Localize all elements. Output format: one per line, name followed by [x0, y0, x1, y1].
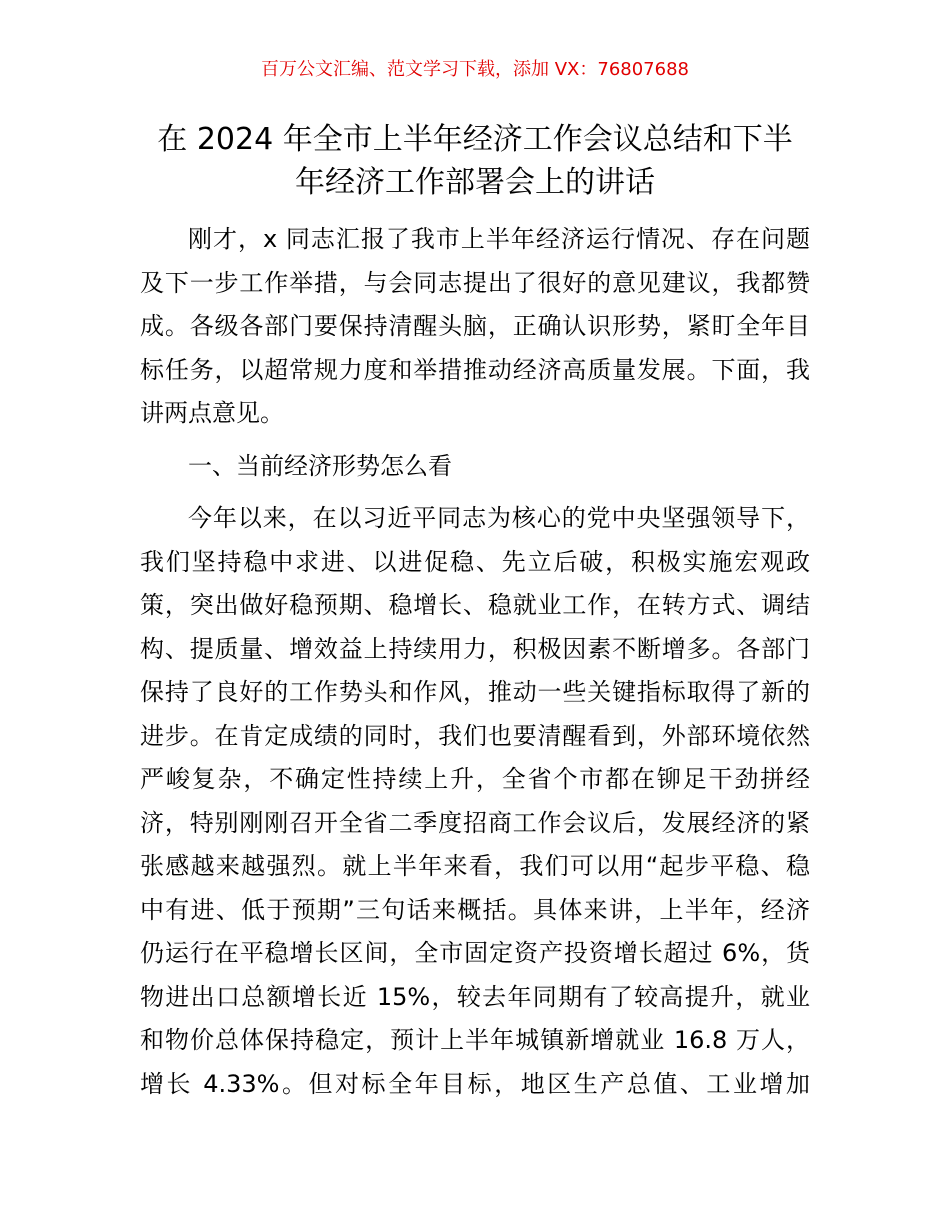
text-line: 济，特别刚刚召开全省二季度招商工作会议后，发展经济的紧: [140, 808, 810, 837]
text-line: 刚才，x 同志汇报了我市上半年经济运行情况、存在问题: [188, 225, 810, 253]
section-heading: 一、当前经济形势怎么看: [188, 451, 452, 480]
text-line: 策，突出做好稳预期、稳增长、稳就业工作，在转方式、调结: [140, 591, 810, 619]
header-note: 百万公文汇编、范文学习下载，添加 VX：76807688: [261, 59, 689, 80]
text-line: 严峻复杂，不确定性持续上升，全省个市都在铆足干劲拼经: [140, 765, 810, 793]
text-line: 成。各级各部门要保持清醒头脑，正确认识形势，紧盯全年目: [140, 312, 810, 340]
text-line: 及下一步工作举措，与会同志提出了很好的意见建议，我都赞: [140, 268, 810, 297]
title-line: 在 2024 年全市上半年经济工作会议总结和下半: [157, 122, 793, 157]
text-line: 进步。在肯定成绩的同时，我们也要清醒看到，外部环境依然: [140, 721, 810, 750]
text-line: 增长 4.33%。但对标全年目标，地区生产总值、工业增加: [140, 1069, 810, 1098]
text-line: 张感越来越强烈。就上半年来看，我们可以用“起步平稳、稳: [140, 852, 810, 880]
text-line: 中有进、低于预期”三句话来概括。具体来讲，上半年，经济: [140, 895, 810, 924]
text-line: 构、提质量、增效益上持续用力，积极因素不断增多。各部门: [140, 634, 810, 663]
text-line: 我们坚持稳中求进、以进促稳、先立后破，积极实施宏观政: [140, 547, 810, 576]
text-line: 物进出口总额增长近 15%，较去年同期有了较高提升，就业: [140, 982, 810, 1011]
text-line: 仍运行在平稳增长区间，全市固定资产投资增长超过 6%，货: [140, 939, 810, 967]
text-line: 和物价总体保持稳定，预计上半年城镇新增就业 16.8 万人，: [140, 1026, 810, 1054]
title-line: 年经济工作部署会上的讲话: [295, 165, 655, 200]
document-body: [140, 218, 810, 1106]
text-line: 讲两点意见。: [140, 399, 284, 427]
text-line: 标任务，以超常规力度和举措推动经济高质量发展。下面，我: [140, 355, 810, 384]
text-line: 今年以来，在以习近平同志为核心的党中央坚强领导下，: [188, 504, 810, 532]
page-title: [140, 118, 810, 204]
paragraph-2: [140, 497, 810, 1106]
text-line: 保持了良好的工作势头和作风，推动一些关键指标取得了新的: [140, 678, 810, 706]
paragraph-1: [140, 218, 810, 436]
